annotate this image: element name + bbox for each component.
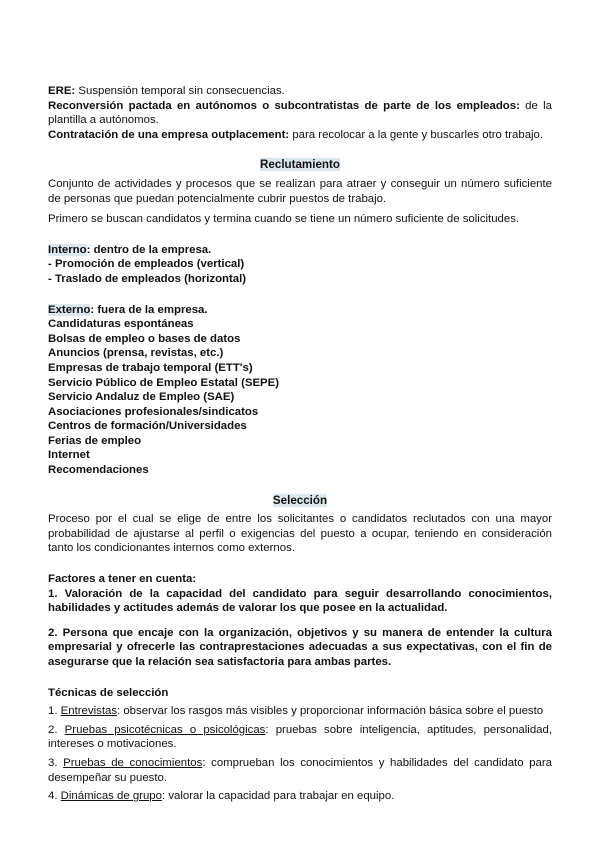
- outplacement-text: para recolocar a la gente y buscarles otro trabajo.: [289, 128, 544, 141]
- factores-title: Factores a tener en cuenta:: [48, 573, 197, 586]
- tecnica-term: Entrevistas: [60, 705, 118, 718]
- externo-item: Ferias de empleo: [48, 434, 142, 447]
- reclutamiento-process: Primero se buscan candidatos y termina cuando se tiene un número suficiente de solicitudes.: [48, 213, 520, 226]
- tecnica-item: [48, 789, 552, 804]
- externo-item: Anuncios (prensa, revistas, etc.): [48, 347, 224, 360]
- interno-rest: : dentro de la empresa.: [86, 243, 212, 256]
- reconversion-text: de la plantilla a autónomos.: [48, 99, 552, 127]
- tecnica-term: Pruebas psicotécnicas o psicológicas: [64, 723, 266, 736]
- interno-title: [48, 243, 552, 258]
- factor-item: 1. Valoración de la capacidad del candidato para seguir desarrollando conocimientos, habilidades y actitudes además de valorar los que posee en la actualidad.: [48, 587, 552, 615]
- reconversion-line: [48, 99, 552, 128]
- seleccion-heading-text: Selección: [272, 493, 328, 507]
- externo-item: Bolsas de empleo o bases de datos: [48, 332, 241, 345]
- externo-rest: : fuera de la empresa.: [90, 303, 208, 316]
- seleccion-heading: [48, 494, 552, 509]
- tecnica-term: Pruebas de conocimientos: [63, 756, 203, 769]
- tecnica-num: 3.: [48, 756, 64, 769]
- reclutamiento-definition: Conjunto de actividades y procesos que se realizan para atraer y conseguir un número suficiente de personas que puedan potencialmente cubrir puestos de trabajo.: [48, 177, 552, 205]
- reclutamiento-heading-text: Reclutamiento: [260, 158, 340, 172]
- externo-title: [48, 303, 552, 318]
- document-body: [48, 84, 552, 804]
- reconversion-term: Reconversión pactada en autónomos o subcontratistas de parte de los empleados:: [48, 99, 520, 112]
- tecnica-term: Dinámicas de grupo: [60, 790, 162, 803]
- reclutamiento-heading: [48, 158, 552, 173]
- tecnica-text: : pruebas sobre inteligencia, aptitudes, personalidad, intereses o motivaciones.: [48, 723, 552, 751]
- tecnica-num: 1.: [48, 705, 61, 718]
- interno-list: [48, 257, 552, 286]
- externo-item: Asociaciones profesionales/sindicatos: [48, 405, 259, 418]
- externo-item: Servicio Público de Empleo Estatal (SEPE): [48, 376, 280, 389]
- tecnica-text: : valorar la capacidad para trabajar en equipo.: [161, 790, 395, 803]
- factor-item: 2. Persona que encaje con la organización, objetivos y su manera de entender la cultura empresarial y ofrecerle las contraprestaciones adecuadas a sus expectativas, con el fin de asegurarse que la relación sea satisfactoria para ambas partes.: [48, 626, 552, 668]
- tecnica-item: [48, 723, 552, 752]
- ere-line: [48, 84, 552, 99]
- externo-item: Servicio Andaluz de Empleo (SAE): [48, 391, 235, 404]
- outplacement-term: Contratación de una empresa outplacement:: [48, 128, 290, 141]
- tecnica-num: 2.: [48, 723, 65, 736]
- outplacement-line: [48, 128, 552, 143]
- externo-list: [48, 317, 552, 478]
- interno-item: - Traslado de empleados (horizontal): [48, 272, 247, 285]
- externo-item: Centros de formación/Universidades: [48, 420, 247, 433]
- ere-text: Suspensión temporal sin consecuencias.: [75, 85, 285, 97]
- tecnicas-title: Técnicas de selección: [48, 686, 169, 699]
- externo-item: Internet: [48, 449, 90, 462]
- tecnica-item: [48, 756, 552, 785]
- tecnica-text: : observar los rasgos más visibles y proporcionar información básica sobre el puesto: [117, 705, 544, 718]
- externo-item: Candidaturas espontáneas: [48, 318, 194, 331]
- interno-term: Interno: [48, 243, 87, 256]
- seleccion-definition: Proceso por el cual se elige de entre los solicitantes o candidatos reclutados con una mayor probabilidad de ajustarse al perfil o exigencias del puesto a ocupar, teniendo en consideración tanto los condicionantes internos como externos.: [48, 513, 552, 555]
- externo-item: Recomendaciones: [48, 464, 149, 477]
- externo-term: Externo: [48, 303, 91, 316]
- ere-term: ERE:: [48, 85, 76, 97]
- tecnica-num: 4.: [48, 790, 61, 803]
- tecnica-text: : comprueban los conocimientos y habilidades del candidato para desempeñar su puesto.: [48, 756, 552, 784]
- externo-item: Empresas de trabajo temporal (ETT's): [48, 361, 253, 374]
- tecnica-item: [48, 704, 552, 719]
- interno-item: - Promoción de empleados (vertical): [48, 258, 245, 271]
